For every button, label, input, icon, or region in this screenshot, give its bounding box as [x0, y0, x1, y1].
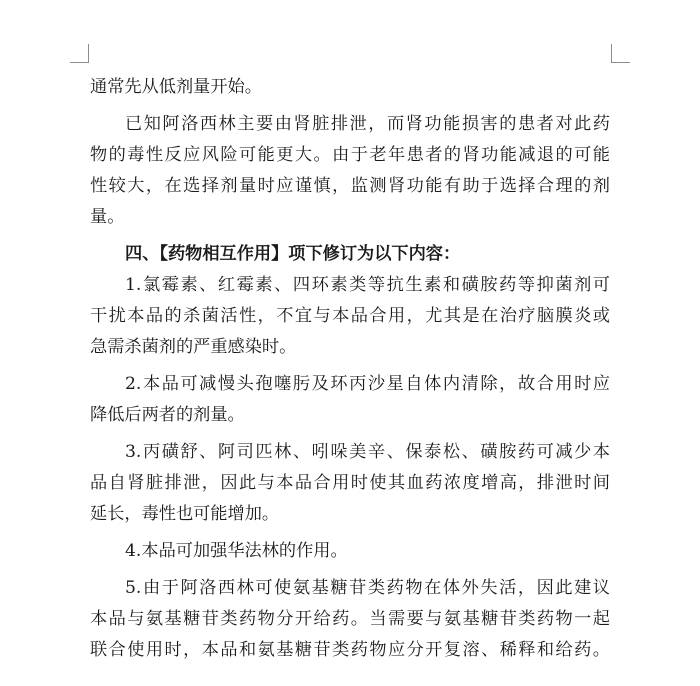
crop-mark-top-left	[70, 44, 89, 63]
list-item-line: 4.本品可加强华法林的作用。	[125, 541, 348, 561]
list-item-line: 3.丙磺舒、阿司匹林、吲哚美辛、保泰松、磺胺药可减少本	[125, 442, 610, 462]
list-item-line: 降低后两者的剂量。	[90, 405, 245, 425]
paragraph-line: 物的毒性反应风险可能更大。由于老年患者的肾功能减退的可能	[90, 145, 610, 165]
paragraph-line: 性较大，在选择剂量时应谨慎，监测肾功能有助于选择合理的剂	[90, 176, 610, 196]
list-item-line: 品自肾脏排泄，因此与本品合用时使其血药浓度增高，排泄时间	[90, 473, 610, 493]
list-item-line: 2.本品可减慢头孢噻肟及环丙沙星自体内清除，故合用时应	[125, 374, 610, 394]
paragraph-line: 通常先从低剂量开始。	[90, 77, 262, 97]
list-item-line: 干扰本品的杀菌活性，不宜与本品合用，尤其是在治疗脑膜炎或	[90, 306, 610, 326]
section-heading: 四、【药物相互作用】项下修订为以下内容：	[125, 244, 461, 264]
list-item-line: 联合使用时，本品和氨基糖苷类药物应分开复溶、稀释和给药。	[90, 640, 610, 660]
list-item-line: 本品与氨基糖苷类药物分开给药。当需要与氨基糖苷类药物一起	[90, 609, 610, 629]
list-item-line: 5.由于阿洛西林可使氨基糖苷类药物在体外失活，因此建议	[125, 578, 610, 598]
paragraph-line: 已知阿洛西林主要由肾脏排泄，而肾功能损害的患者对此药	[125, 114, 610, 134]
list-item-line: 急需杀菌剂的严重感染时。	[90, 337, 297, 357]
crop-mark-top-right	[611, 44, 630, 63]
list-item-line: 延长，毒性也可能增加。	[90, 504, 280, 524]
list-item-line: 1.氯霉素、红霉素、四环素类等抗生素和磺胺药等抑菌剂可	[125, 275, 610, 295]
paragraph-line: 量。	[90, 207, 125, 227]
document-body	[90, 72, 610, 666]
